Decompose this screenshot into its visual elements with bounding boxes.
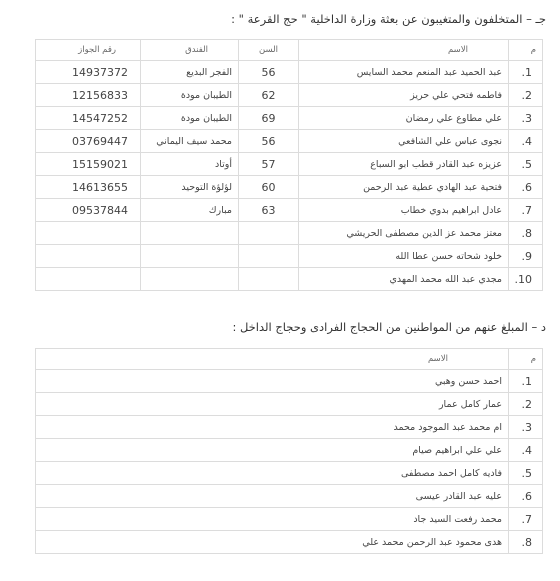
pilgrim-name: احمد حسن وهبي — [36, 370, 509, 393]
passport-number: 09537844 — [36, 199, 141, 222]
missing-pilgrims-table — [35, 39, 543, 291]
pilgrim-name: عزيزه عبد القادر قطب ابو السباع — [299, 153, 509, 176]
table-row — [36, 130, 543, 153]
table-row — [36, 268, 543, 291]
row-number: 4. — [509, 130, 543, 153]
pilgrim-name: هدى محمود عبد الرحمن محمد علي — [36, 531, 509, 554]
table-row — [36, 61, 543, 84]
table-row — [36, 176, 543, 199]
pilgrim-age: 56 — [239, 61, 299, 84]
passport-number — [36, 268, 141, 291]
header-passport: رقم الجواز — [36, 40, 141, 61]
row-number: 2. — [509, 84, 543, 107]
section-c-title: جـ – المتخلفون والمتغيبون عن بعثة وزارة الداخلية " حج القرعة " : — [231, 12, 546, 26]
row-number: 3. — [509, 107, 543, 130]
pilgrim-hotel — [141, 222, 239, 245]
pilgrim-name: خلود شحاته حسن عطا الله — [299, 245, 509, 268]
pilgrim-age — [239, 268, 299, 291]
row-number: 8. — [509, 531, 543, 554]
pilgrim-name: فتحية عبد الهادي عطية عبد الرحمن — [299, 176, 509, 199]
row-number: 1. — [509, 61, 543, 84]
pilgrim-name: محمد رفعت السيد جاد — [36, 508, 509, 531]
pilgrim-name: علي علي ابراهيم صيام — [36, 439, 509, 462]
table-row — [36, 462, 543, 485]
table-header-row — [36, 40, 543, 61]
table-row — [36, 84, 543, 107]
pilgrim-hotel: الطيبان مودة — [141, 84, 239, 107]
pilgrim-age: 62 — [239, 84, 299, 107]
pilgrim-age — [239, 245, 299, 268]
section-d-title: د – المبلغ عنهم من المواطنين من الحجاج الفرادى وحجاج الداخل : — [232, 320, 546, 334]
table-row — [36, 416, 543, 439]
pilgrim-name: معتز محمد عز الدين مصطفى الحريشي — [299, 222, 509, 245]
row-number: 6. — [509, 176, 543, 199]
passport-number: 14613655 — [36, 176, 141, 199]
pilgrim-hotel — [141, 245, 239, 268]
table-row — [36, 531, 543, 554]
table-row — [36, 153, 543, 176]
row-number: 5. — [509, 153, 543, 176]
header-name: الاسم — [299, 40, 509, 61]
row-number: 7. — [509, 199, 543, 222]
passport-number: 14547252 — [36, 107, 141, 130]
pilgrim-hotel — [141, 268, 239, 291]
header-name: الاسم — [36, 349, 509, 370]
pilgrim-name: عمار كامل عمار — [36, 393, 509, 416]
pilgrim-hotel: لؤلؤة التوحيد — [141, 176, 239, 199]
pilgrim-age: 60 — [239, 176, 299, 199]
row-number: 3. — [509, 416, 543, 439]
passport-number — [36, 245, 141, 268]
row-number: 10. — [509, 268, 543, 291]
header-num: م — [509, 349, 543, 370]
header-age: السن — [239, 40, 299, 61]
table-row — [36, 199, 543, 222]
pilgrim-name: عليه عبد القادر عيسى — [36, 485, 509, 508]
table-row — [36, 245, 543, 268]
row-number: 9. — [509, 245, 543, 268]
pilgrim-name: فاديه كامل احمد مصطفى — [36, 462, 509, 485]
passport-number: 12156833 — [36, 84, 141, 107]
row-number: 7. — [509, 508, 543, 531]
passport-number — [36, 222, 141, 245]
pilgrim-age: 56 — [239, 130, 299, 153]
table-row — [36, 439, 543, 462]
row-number: 2. — [509, 393, 543, 416]
row-number: 8. — [509, 222, 543, 245]
table-row — [36, 222, 543, 245]
row-number: 4. — [509, 439, 543, 462]
table-row — [36, 393, 543, 416]
pilgrim-hotel: الطيبان مودة — [141, 107, 239, 130]
table-row — [36, 107, 543, 130]
table-row — [36, 370, 543, 393]
table-row — [36, 508, 543, 531]
pilgrim-age: 57 — [239, 153, 299, 176]
row-number: 6. — [509, 485, 543, 508]
table-row — [36, 485, 543, 508]
pilgrim-age: 63 — [239, 199, 299, 222]
header-num: م — [509, 40, 543, 61]
pilgrim-age — [239, 222, 299, 245]
passport-number: 14937372 — [36, 61, 141, 84]
pilgrim-name: علي مطاوع علي رمضان — [299, 107, 509, 130]
reported-pilgrims-table — [35, 348, 543, 554]
pilgrim-name: عادل ابراهيم بدوي خطاب — [299, 199, 509, 222]
row-number: 1. — [509, 370, 543, 393]
passport-number: 15159021 — [36, 153, 141, 176]
pilgrim-name: فاطمه فتحي علي حريز — [299, 84, 509, 107]
pilgrim-name: عبد الحميد عبد المنعم محمد السايس — [299, 61, 509, 84]
row-number: 5. — [509, 462, 543, 485]
pilgrim-age: 69 — [239, 107, 299, 130]
pilgrim-hotel: مبارك — [141, 199, 239, 222]
pilgrim-name: مجدي عبد الله محمد المهدي — [299, 268, 509, 291]
pilgrim-hotel: الفجر البديع — [141, 61, 239, 84]
passport-number: 03769447 — [36, 130, 141, 153]
pilgrim-hotel: أوتاد — [141, 153, 239, 176]
pilgrim-hotel: محمد سيف اليماني — [141, 130, 239, 153]
pilgrim-name: ام محمد عبد الموجود محمد — [36, 416, 509, 439]
header-hotel: الفندق — [141, 40, 239, 61]
pilgrim-name: نجوى عباس علي الشافعي — [299, 130, 509, 153]
table-header-row — [36, 349, 543, 370]
